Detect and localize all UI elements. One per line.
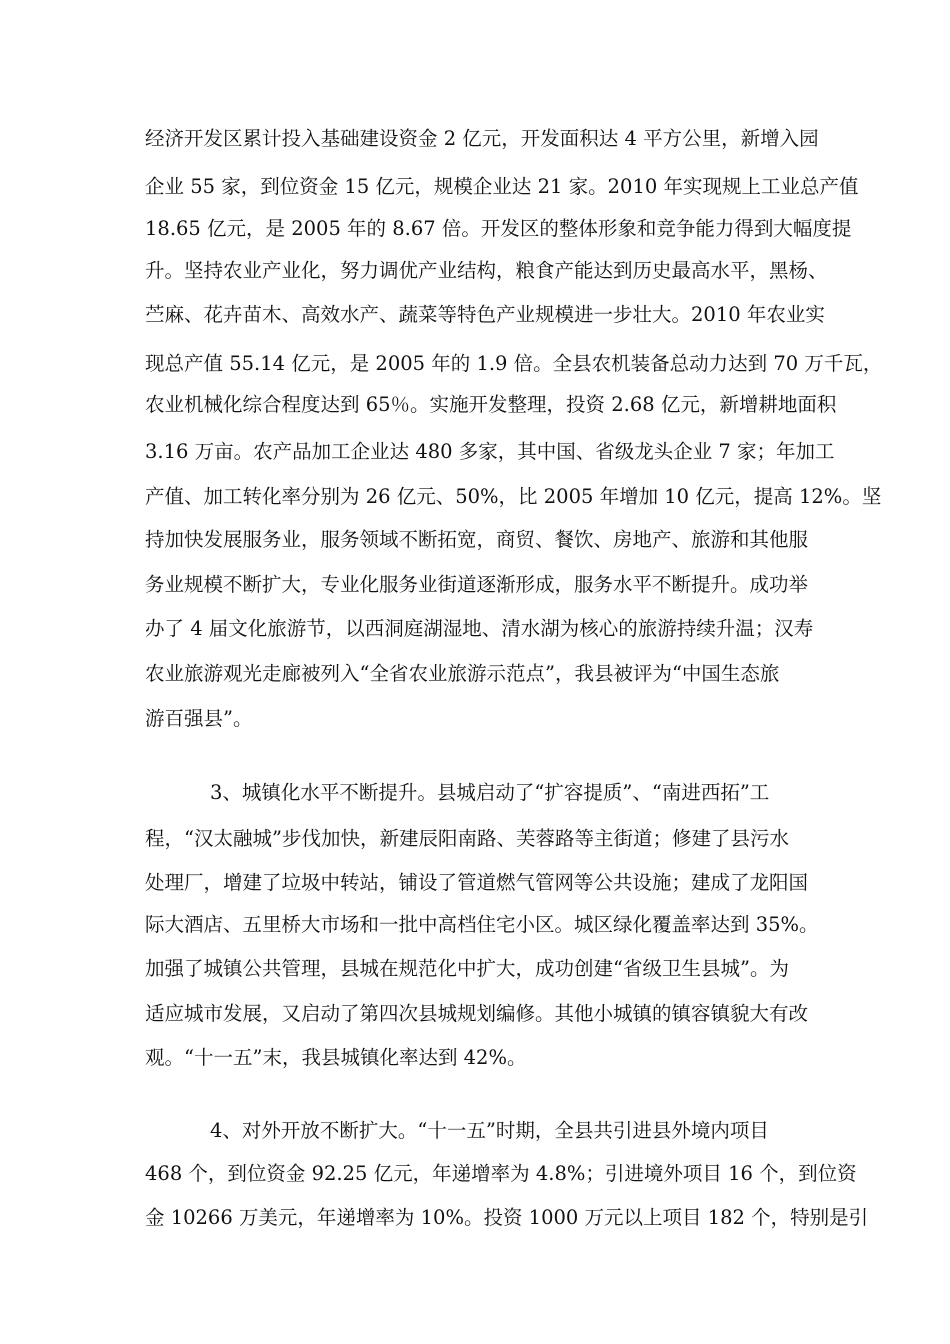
text-line: 升。坚持农业产业化，努力调优产业结构，粮食产能达到历史最高水平，黑杨、 <box>145 259 828 282</box>
text-line: 加强了城镇公共管理，县城在规范化中扩大，成功创建“省级卫生县城”。为 <box>145 957 789 980</box>
text-line: 务业规模不断扩大，专业化服务业街道逐渐形成，服务水平不断提升。成功举 <box>145 573 809 596</box>
text-line: 3.16 万亩。农产品加工企业达 480 多家，其中国、省级龙头企业 7 家；年加工 <box>145 440 835 463</box>
paragraph-first-line: 3、城镇化水平不断提升。县城启动了“扩容提质”、“南进西拓”工 <box>210 781 770 804</box>
text-line: 适应城市发展，又启动了第四次县城规划编修。其他小城镇的镇容镇貌大有改 <box>145 1002 809 1025</box>
text-line: 农业机械化综合程度达到 65％。实施开发整理，投资 2.68 亿元，新增耕地面积 <box>145 393 837 416</box>
text-line: 现总产值 55.14 亿元，是 2005 年的 1.9 倍。全县农机装备总动力达到 70 万千瓦， <box>145 352 883 375</box>
text-line: 18.65 亿元，是 2005 年的 8.67 倍。开发区的整体形象和竞争能力得到大幅度提 <box>145 217 852 240</box>
text-line: 468 个，到位资金 92.25 亿元，年递增率为 4.8%；引进境外项目 16 个，到位资 <box>145 1162 857 1185</box>
text-line: 观。“十一五”末，我县城镇化率达到 42%。 <box>145 1046 527 1069</box>
paragraph-first-line: 4、对外开放不断扩大。“十一五”时期，全县共引进县外境内项目 <box>210 1119 769 1142</box>
text-line: 办了 4 届文化旅游节，以西洞庭湖湿地、清水湖为核心的旅游持续升温；汉寿 <box>145 617 814 640</box>
text-line: 持加快发展服务业，服务领域不断拓宽，商贸、餐饮、房地产、旅游和其他服 <box>145 528 809 551</box>
text-line: 程，“汉太融城”步伐加快，新建辰阳南路、芙蓉路等主街道；修建了县污水 <box>145 827 789 850</box>
text-line: 处理厂，增建了垃圾中转站，铺设了管道燃气管网等公共设施；建成了龙阳国 <box>145 871 809 894</box>
text-line: 经济开发区累计投入基础建设资金 2 亿元，开发面积达 4 平方公里，新增入园 <box>145 127 819 150</box>
text-line: 产值、加工转化率分别为 26 亿元、50%，比 2005 年增加 10 亿元，提高 12%。坚 <box>145 485 882 508</box>
text-line: 游百强县”。 <box>145 707 253 730</box>
text-line: 际大酒店、五里桥大市场和一批中高档住宅小区。城区绿化覆盖率达到 35%。 <box>145 913 819 936</box>
text-line: 农业旅游观光走廊被列入“全省农业旅游示范点”，我县被评为“中国生态旅 <box>145 662 780 685</box>
text-line: 企业 55 家，到位资金 15 亿元，规模企业达 21 家。2010 年实现规上工业总产值 <box>145 175 859 198</box>
text-line: 苎麻、花卉苗木、高效水产、蔬菜等特色产业规模进一步壮大。2010 年农业实 <box>145 303 825 326</box>
text-line: 金 10266 万美元，年递增率为 10%。投资 1000 万元以上项目 182 个，特别是引 <box>145 1206 869 1229</box>
